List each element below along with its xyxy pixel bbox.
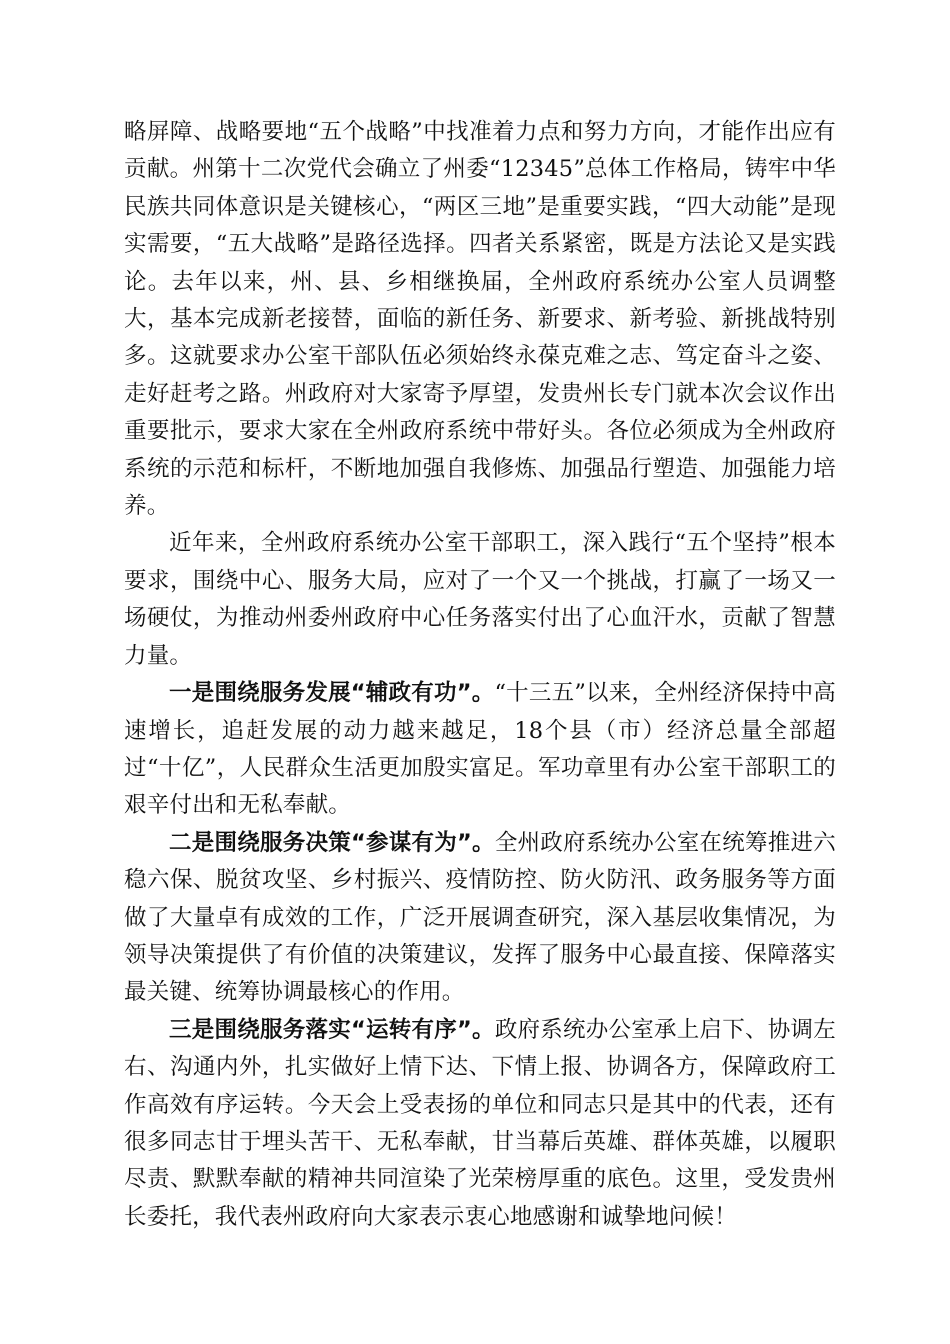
paragraph-text: 近年来，全州政府系统办公室干部职工，深入践行“五个坚持”根本要求，围绕中心、服务大局，应对了一个又一个挑战，打赢了一场又一场硬仗，为推动州委州政府中心任务落实付出了心血汗水，贡献了智慧力量。 [124,530,836,669]
paragraph-text: 政府系统办公室承上启下、协调左右、沟通内外，扎实做好上情下达、下情上报、协调各方，保障政府工作高效有序运转。今天会上受表扬的单位和同志只是其中的代表，还有很多同志甘于埋头苦干、无私奉献，甘当幕后英雄、群体英雄，以履职尽责、默默奉献的精神共同渲染了光荣榜厚重的底色。这里，受发贵州长委托，我代表州政府向大家表示衷心地感谢和诚挚地问候！ [124,1016,836,1230]
paragraph-lead-heading: 一是围绕服务发展“辅政有功”。 [169,680,495,707]
paragraph-point-three [124,1012,836,1236]
document-page [124,114,836,1236]
paragraph-lead-heading: 二是围绕服务决策“参谋有为”。 [169,829,495,856]
paragraph-point-one [124,675,836,825]
paragraph-text: 略屏障、战略要地“五个战略”中找准着力点和努力方向，才能作出应有贡献。州第十二次党代会确立了州委“12345”总体工作格局，铸牢中华民族共同体意识是关键核心，“两区三地”是重要实践，“四大动能”是现实需要，“五大战略”是路径选择。四者关系紧密，既是方法论又是实践论。去年以来，州、县、乡相继换届，全州政府系统办公室人员调整大，基本完成新老接替，面临的新任务、新要求、新考验、新挑战特别多。这就要求办公室干部队伍必须始终永葆克难之志、笃定奋斗之姿、走好赶考之路。州政府对大家寄予厚望，发贵州长专门就本次会议作出重要批示，要求大家在全州政府系统中带好头。各位必须成为全州政府系统的示范和标杆，不断地加强自我修炼、加强品行塑造、加强能力培养。 [124,119,836,520]
paragraph-continuation [124,114,836,525]
paragraph-text: 全州政府系统办公室在统筹推进六稳六保、脱贫攻坚、乡村振兴、疫情防控、防火防汛、政务服务等方面做了大量卓有成效的工作，广泛开展调查研究，深入基层收集情况，为领导决策提供了有价值的决策建议，发挥了服务中心最直接、保障落实最关键、统筹协调最核心的作用。 [124,829,836,1006]
paragraph-lead-heading: 三是围绕服务落实“运转有序”。 [169,1016,495,1043]
paragraph-text: “十三五”以来，全州经济保持中高速增长，追赶发展的动力越来越足，18个县（市）经济总量全部超过“十亿”，人民群众生活更加殷实富足。军功章里有办公室干部职工的艰辛付出和无私奉献。 [124,680,836,819]
paragraph-recent-years [124,525,836,675]
paragraph-point-two [124,825,836,1012]
